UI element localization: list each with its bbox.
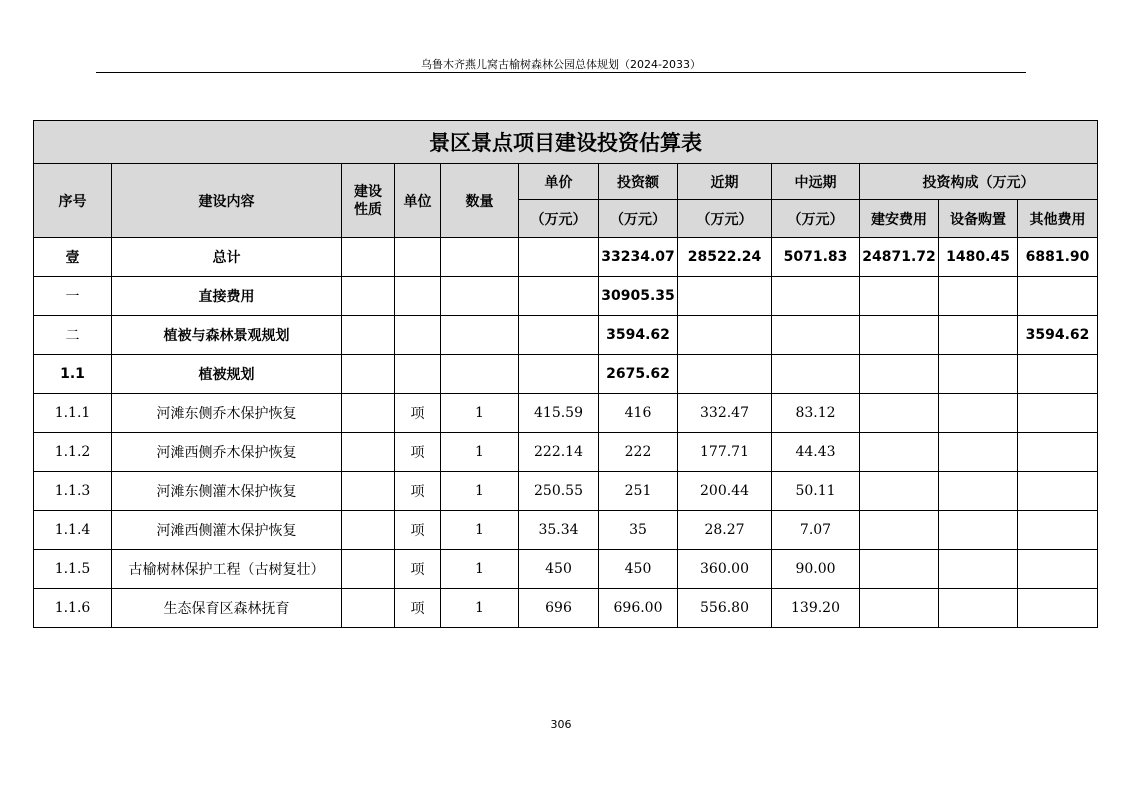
cell-seq: 1.1.6 (34, 589, 112, 628)
cell-qty: 1 (441, 511, 519, 550)
header-near-term: 近期 (678, 164, 772, 200)
cell-construction (860, 550, 939, 589)
cell-price: 250.55 (519, 472, 599, 511)
cell-equipment: 1480.45 (939, 238, 1018, 277)
cell-qty (441, 355, 519, 394)
cell-equipment (939, 433, 1018, 472)
cell-near: 177.71 (678, 433, 772, 472)
cell-nature (342, 511, 395, 550)
cell-equipment (939, 472, 1018, 511)
cell-midlong: 50.11 (772, 472, 860, 511)
cell-other (1018, 433, 1098, 472)
cell-seq: 1.1.5 (34, 550, 112, 589)
table-row (34, 550, 1098, 589)
cell-other: 6881.90 (1018, 238, 1098, 277)
header-near-term-unit: （万元） (678, 200, 772, 238)
cell-content: 古榆树林保护工程（古树复壮） (112, 550, 342, 589)
cell-equipment (939, 355, 1018, 394)
header-rule (96, 72, 1026, 73)
cell-content: 河滩东侧乔木保护恢复 (112, 394, 342, 433)
cell-nature (342, 316, 395, 355)
cell-midlong: 7.07 (772, 511, 860, 550)
cell-midlong: 5071.83 (772, 238, 860, 277)
cell-construction (860, 589, 939, 628)
cell-construction (860, 277, 939, 316)
cell-nature (342, 472, 395, 511)
cell-midlong (772, 277, 860, 316)
cell-seq: 1.1.4 (34, 511, 112, 550)
cell-near: 200.44 (678, 472, 772, 511)
cell-invest: 416 (599, 394, 678, 433)
cell-price: 35.34 (519, 511, 599, 550)
cell-nature (342, 238, 395, 277)
cell-qty (441, 238, 519, 277)
header-content: 建设内容 (112, 164, 342, 238)
cell-nature (342, 277, 395, 316)
cell-construction (860, 316, 939, 355)
cell-unit: 项 (395, 589, 441, 628)
cell-construction (860, 472, 939, 511)
cell-price (519, 316, 599, 355)
cell-invest: 30905.35 (599, 277, 678, 316)
cell-qty (441, 277, 519, 316)
cell-seq: 二 (34, 316, 112, 355)
cell-construction (860, 511, 939, 550)
header-equipment: 设备购置 (939, 200, 1018, 238)
cell-invest: 222 (599, 433, 678, 472)
cell-content: 河滩东侧灌木保护恢复 (112, 472, 342, 511)
cell-price: 415.59 (519, 394, 599, 433)
cell-other (1018, 511, 1098, 550)
cell-other (1018, 355, 1098, 394)
cell-qty: 1 (441, 550, 519, 589)
cell-invest: 35 (599, 511, 678, 550)
cell-qty (441, 316, 519, 355)
cell-other (1018, 394, 1098, 433)
cell-near (678, 277, 772, 316)
cell-near: 28.27 (678, 511, 772, 550)
cell-unit: 项 (395, 472, 441, 511)
cell-invest: 450 (599, 550, 678, 589)
cell-equipment (939, 277, 1018, 316)
cell-seq: 1.1.2 (34, 433, 112, 472)
cell-content: 直接费用 (112, 277, 342, 316)
cell-construction (860, 355, 939, 394)
table-row (34, 433, 1098, 472)
cell-invest: 3594.62 (599, 316, 678, 355)
cell-price: 450 (519, 550, 599, 589)
cell-construction (860, 394, 939, 433)
table-row (34, 316, 1098, 355)
cell-midlong (772, 355, 860, 394)
cell-content: 植被规划 (112, 355, 342, 394)
cell-price: 696 (519, 589, 599, 628)
cell-seq: 1.1.3 (34, 472, 112, 511)
cell-content: 总计 (112, 238, 342, 277)
cell-unit (395, 316, 441, 355)
table-title: 景区景点项目建设投资估算表 (34, 121, 1098, 164)
header-construction: 建安费用 (860, 200, 939, 238)
cell-near: 28522.24 (678, 238, 772, 277)
cell-unit (395, 355, 441, 394)
cell-equipment (939, 550, 1018, 589)
cell-invest: 251 (599, 472, 678, 511)
header-investment-unit: （万元） (599, 200, 678, 238)
table-row (34, 472, 1098, 511)
cell-unit (395, 238, 441, 277)
cell-other (1018, 550, 1098, 589)
cell-invest: 696.00 (599, 589, 678, 628)
cell-other: 3594.62 (1018, 316, 1098, 355)
cell-midlong: 90.00 (772, 550, 860, 589)
cell-midlong (772, 316, 860, 355)
header-mid-long-term-unit: （万元） (772, 200, 860, 238)
cell-near (678, 355, 772, 394)
table-row (34, 394, 1098, 433)
cell-nature (342, 355, 395, 394)
cell-price (519, 238, 599, 277)
header-investment: 投资额 (599, 164, 678, 200)
cell-unit: 项 (395, 550, 441, 589)
cell-unit: 项 (395, 394, 441, 433)
cell-near: 360.00 (678, 550, 772, 589)
cell-construction: 24871.72 (860, 238, 939, 277)
cell-equipment (939, 316, 1018, 355)
cell-midlong: 83.12 (772, 394, 860, 433)
cell-nature (342, 433, 395, 472)
header-unit-price: 单价 (519, 164, 599, 200)
cell-unit (395, 277, 441, 316)
header-nature-text: 建设性质 (354, 183, 382, 218)
cell-near (678, 316, 772, 355)
cell-midlong: 44.43 (772, 433, 860, 472)
cell-invest: 33234.07 (599, 238, 678, 277)
cell-content: 河滩西侧乔木保护恢复 (112, 433, 342, 472)
cell-qty: 1 (441, 394, 519, 433)
header-nature (342, 164, 395, 238)
cell-nature (342, 589, 395, 628)
cell-equipment (939, 589, 1018, 628)
cell-construction (860, 433, 939, 472)
cell-other (1018, 277, 1098, 316)
header-other: 其他费用 (1018, 200, 1098, 238)
cell-qty: 1 (441, 433, 519, 472)
cell-content: 生态保育区森林抚育 (112, 589, 342, 628)
header-composition: 投资构成（万元） (860, 164, 1098, 200)
table-row (34, 277, 1098, 316)
header-mid-long-term: 中远期 (772, 164, 860, 200)
cell-unit: 项 (395, 511, 441, 550)
header-seq: 序号 (34, 164, 112, 238)
running-header: 乌鲁木齐燕儿窝古榆树森林公园总体规划（2024-2033） (421, 58, 701, 71)
investment-estimate-table (33, 120, 1098, 628)
cell-other (1018, 472, 1098, 511)
cell-seq: 壹 (34, 238, 112, 277)
cell-seq: 1.1.1 (34, 394, 112, 433)
cell-invest: 2675.62 (599, 355, 678, 394)
table-row (34, 355, 1098, 394)
cell-content: 植被与森林景观规划 (112, 316, 342, 355)
cell-near: 332.47 (678, 394, 772, 433)
cell-midlong: 139.20 (772, 589, 860, 628)
page-number: 306 (550, 718, 572, 731)
cell-other (1018, 589, 1098, 628)
table-row (34, 589, 1098, 628)
cell-price: 222.14 (519, 433, 599, 472)
header-quantity: 数量 (441, 164, 519, 238)
cell-equipment (939, 511, 1018, 550)
cell-qty: 1 (441, 589, 519, 628)
cell-content: 河滩西侧灌木保护恢复 (112, 511, 342, 550)
table-row (34, 511, 1098, 550)
cell-qty: 1 (441, 472, 519, 511)
cell-nature (342, 550, 395, 589)
cell-price (519, 355, 599, 394)
header-unit: 单位 (395, 164, 441, 238)
cell-equipment (939, 394, 1018, 433)
cell-near: 556.80 (678, 589, 772, 628)
cell-seq: 1.1 (34, 355, 112, 394)
header-unit-price-unit: （万元） (519, 200, 599, 238)
cell-nature (342, 394, 395, 433)
cell-seq: 一 (34, 277, 112, 316)
cell-unit: 项 (395, 433, 441, 472)
cell-price (519, 277, 599, 316)
table-row (34, 238, 1098, 277)
